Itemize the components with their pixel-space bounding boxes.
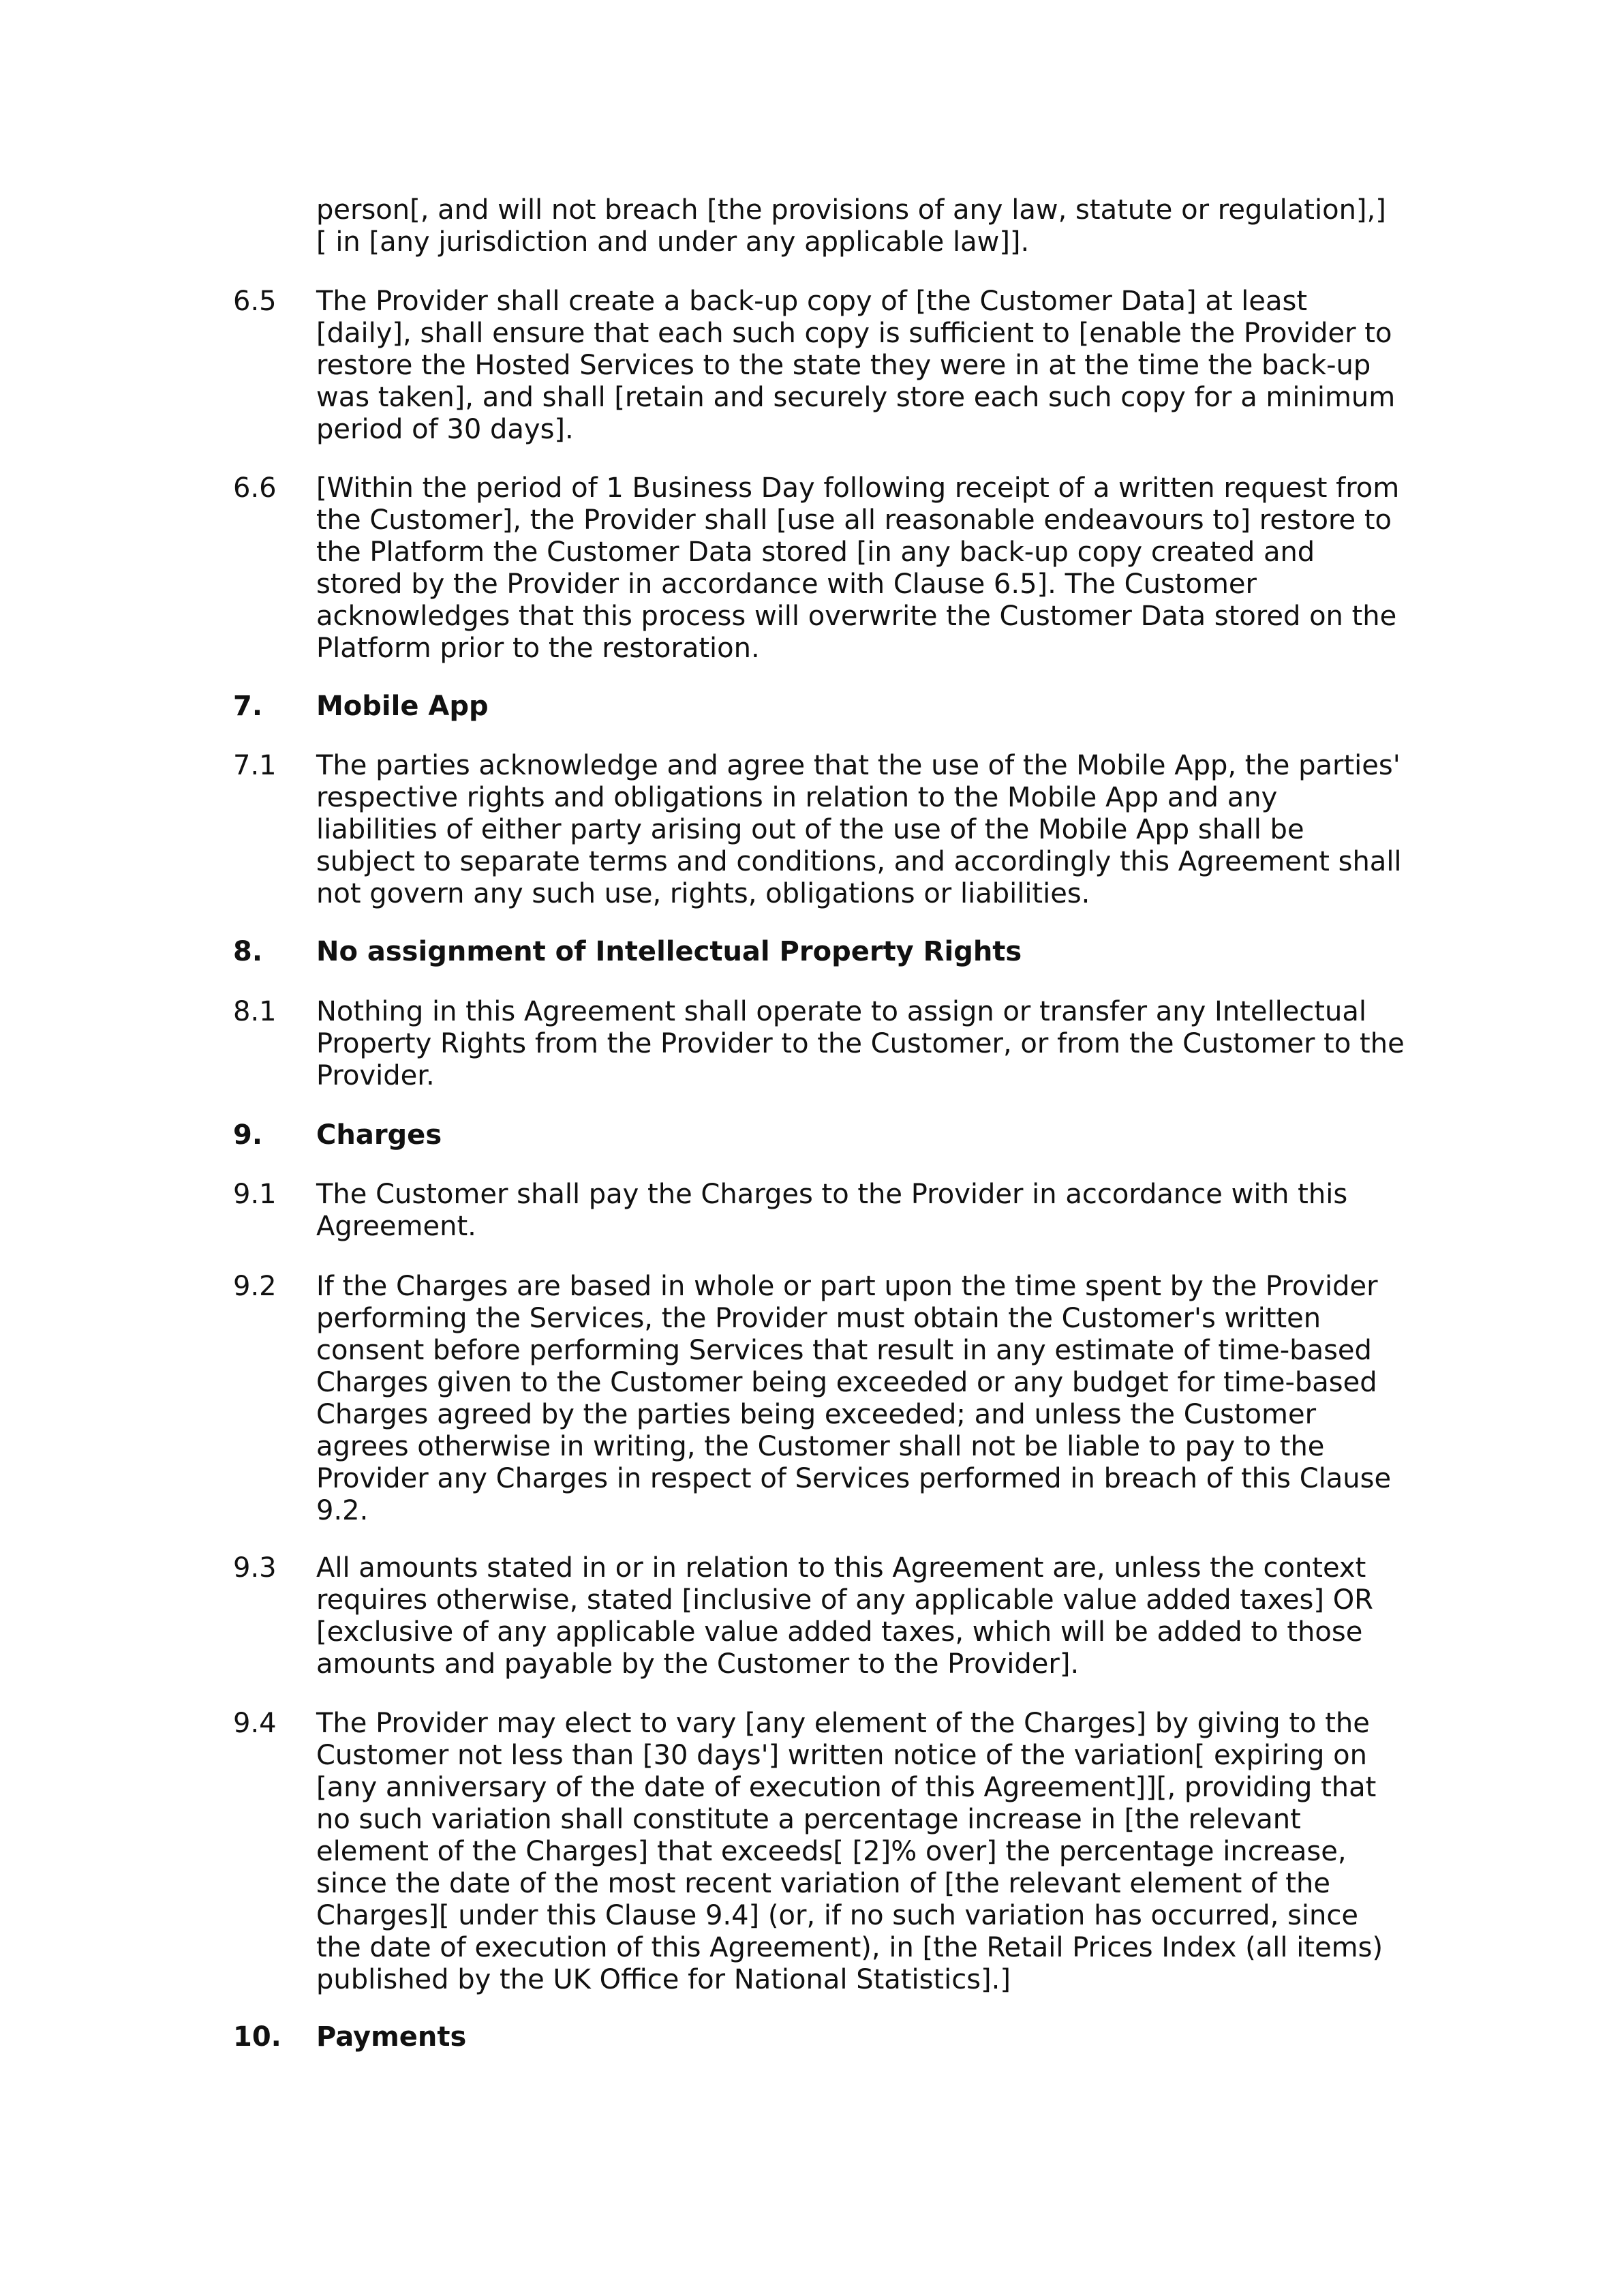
- heading-number: 9.: [233, 1119, 263, 1151]
- heading-number: 8.: [233, 936, 263, 967]
- heading-text: Mobile App: [316, 691, 489, 722]
- clause-number: 7.1: [233, 750, 277, 781]
- clause-7-1: [233, 750, 1405, 910]
- heading-number: 10.: [233, 2021, 281, 2053]
- heading-charges: [233, 1119, 1405, 1151]
- clause-text: The parties acknowledge and agree that the use of the Mobile App, the parties' respective rights and obligations in relation to the Mobile App and any liabilities of either party arising out of the use of the Mobile App shall be subject to separate terms and conditions, and accordingly this Agreement shall not govern any such use, rights, obligations or liabilities.: [316, 750, 1402, 909]
- clause-9-1: [233, 1179, 1405, 1243]
- clause-text: The Customer shall pay the Charges to the Provider in accordance with this Agreement.: [316, 1179, 1348, 1242]
- heading-text: Charges: [316, 1119, 442, 1151]
- clause-text: The Provider shall create a back-up copy of [the Customer Data] at least [daily], shall ensure that each such copy is sufficient to [enable the Provider to restore the Hosted Services to the state they were in at the time the back-up was taken], and shall [retain and securely store each such copy for a minimum period of 30 days].: [316, 286, 1396, 445]
- clause-number: 6.5: [233, 286, 277, 317]
- clause-6-6: [233, 472, 1405, 665]
- heading-payments: [233, 2021, 1405, 2053]
- clause-text: All amounts stated in or in relation to this Agreement are, unless the context requires otherwise, stated [inclusive of any applicable value added taxes] OR [exclusive of any applicable value added taxes, which will be added to those amounts and payable by the Customer to the Provider].: [316, 1552, 1373, 1680]
- clause-number: 9.3: [233, 1552, 277, 1584]
- clause-number: 6.6: [233, 472, 277, 504]
- clause-6-5: [233, 286, 1405, 446]
- continuation-paragraph: [316, 194, 1405, 258]
- clause-text: [Within the period of 1 Business Day following receipt of a written request from the Customer], the Provider shall [use all reasonable endeavours to] restore to the Platform the Customer Data stored [in any back-up copy created and stored by the Provider in accordance with Clause 6.5]. The Customer acknowledges that this process will overwrite the Customer Data stored on the Platform prior to the restoration.: [316, 472, 1400, 664]
- heading-text: Payments: [316, 2021, 467, 2053]
- heading-no-assignment-ipr: [233, 936, 1405, 968]
- clause-9-2: [233, 1271, 1405, 1527]
- clause-9-4: [233, 1708, 1405, 1996]
- clause-9-3: [233, 1552, 1405, 1680]
- clause-number: 9.4: [233, 1708, 277, 1739]
- heading-mobile-app: [233, 691, 1405, 723]
- clause-text: Nothing in this Agreement shall operate to assign or transfer any Intellectual Property Rights from the Provider to the Customer, or from the Customer to the Provider.: [316, 996, 1405, 1091]
- clause-number: 8.1: [233, 996, 277, 1027]
- heading-text: No assignment of Intellectual Property Rights: [316, 936, 1022, 967]
- clause-number: 9.2: [233, 1271, 277, 1302]
- clause-number: 9.1: [233, 1179, 277, 1210]
- paragraph-text: person[, and will not breach [the provisions of any law, statute or regulation],] [ in [any jurisdiction and under any applicable law]].: [316, 194, 1386, 258]
- clause-text: If the Charges are based in whole or part upon the time spent by the Provider performing the Services, the Provider must obtain the Customer's written consent before performing Services that result in any estimate of time-based Charges given to the Customer being exceeded or any budget for time-based Charges agreed by the parties being exceeded; and unless the Customer agrees otherwise in writing, the Customer shall not be liable to pay to the Provider any Charges in respect of Services performed in breach of this Clause 9.2.: [316, 1271, 1392, 1526]
- clause-text: The Provider may elect to vary [any element of the Charges] by giving to the Customer not less than [30 days'] written notice of the variation[ expiring on [any anniversary of the date of execution of this Agreement]][, providing that no such variation shall constitute a percentage increase in [the relevant element of the Charges] that exceeds[ [2]% over] the percentage increase, since the date of the most recent variation of [the relevant element of the Charges][ under this Clause 9.4] (or, if no such variation has occurred, since the date of execution of this Agreement), in [the Retail Prices Index (all items) published by the UK Office for National Statistics].]: [316, 1708, 1383, 1995]
- clause-8-1: [233, 996, 1405, 1092]
- heading-number: 7.: [233, 691, 263, 722]
